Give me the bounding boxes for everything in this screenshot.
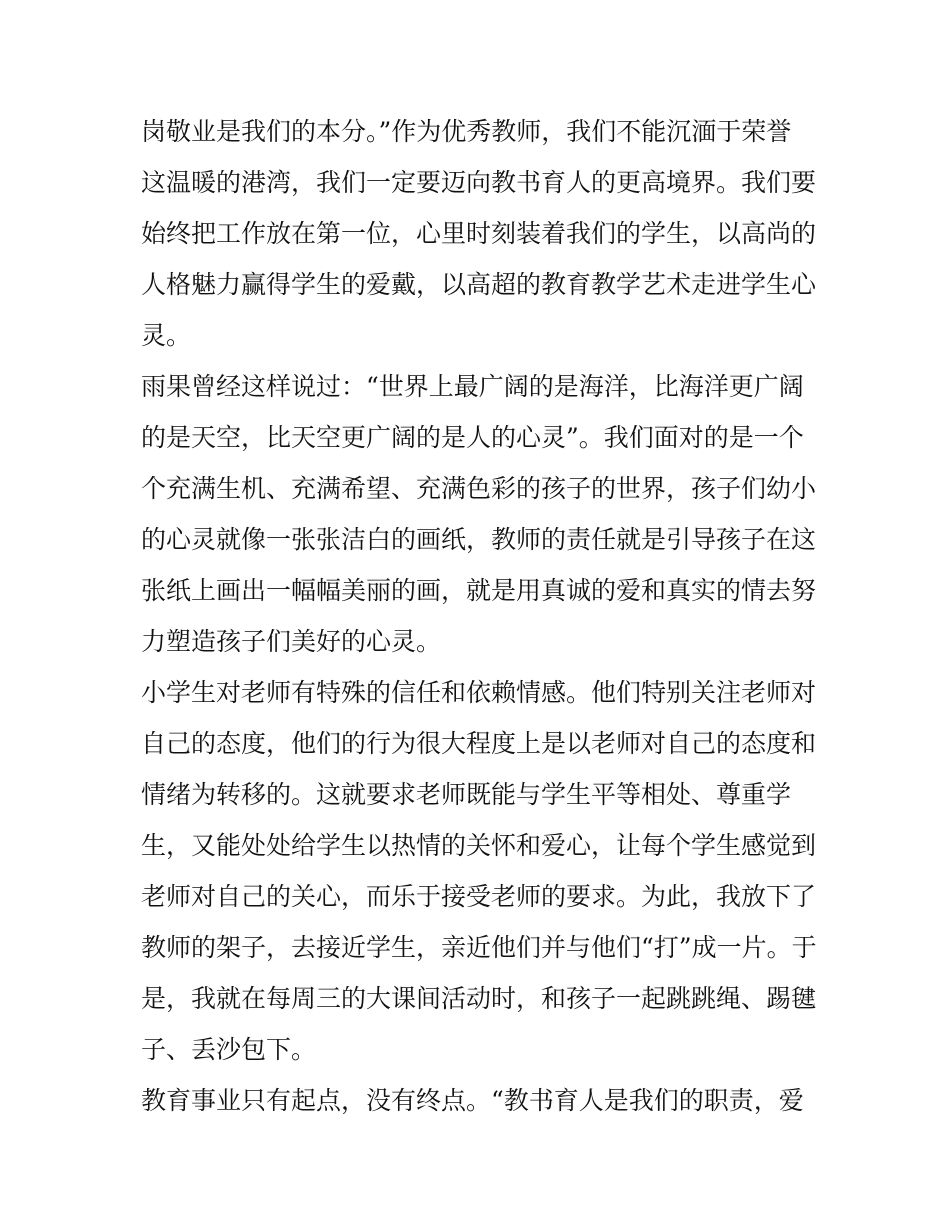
text-line: 灵。 [141,321,192,350]
text-line: 教师的架子，去接近学生，亲近他们并与他们“打”成一片。于 [141,933,817,962]
text-line: 始终把工作放在第一位，心里时刻装着我们的学生，以高尚的 [141,219,817,248]
text-line: 力塑造孩子们美好的心灵。 [141,627,442,656]
text-line: 人格魅力赢得学生的爱戴，以高超的教育教学艺术走进学生心 [141,270,817,299]
text-line: 情绪为转移的。这就要求老师既能与学生平等相处、尊重学 [141,780,792,809]
body-text [141,106,821,1126]
text-line: 教育事业只有起点，没有终点。“教书育人是我们的职责，爱 [141,1086,804,1115]
text-line: 个充满生机、充满希望、充满色彩的孩子的世界，孩子们幼小 [141,474,817,503]
text-line: 岗敬业是我们的本分。”作为优秀教师，我们不能沉湎于荣誉 [141,117,792,146]
text-line: 这温暖的港湾，我们一定要迈向教书育人的更高境界。我们要 [141,168,817,197]
text-line: 生，又能处处给学生以热情的关怀和爱心，让每个学生感觉到 [141,831,817,860]
text-line: 子、丢沙包下。 [141,1035,317,1064]
text-line: 的是天空，比天空更广阔的是人的心灵”。我们面对的是一个 [141,423,804,452]
text-line: 小学生对老师有特殊的信任和依赖情感。他们特别关注老师对 [141,678,817,707]
text-line: 雨果曾经这样说过：“世界上最广阔的是海洋，比海洋更广阔 [141,372,804,401]
text-line: 张纸上画出一幅幅美丽的画，就是用真诚的爱和真实的情去努 [141,576,817,605]
text-line: 老师对自己的关心，而乐于接受老师的要求。为此，我放下了 [141,882,817,911]
text-line: 是，我就在每周三的大课间活动时，和孩子一起跳跳绳、踢毽 [141,984,817,1013]
text-line: 自己的态度，他们的行为很大程度上是以老师对自己的态度和 [141,729,817,758]
text-line: 的心灵就像一张张洁白的画纸，教师的责任就是引导孩子在这 [141,525,817,554]
